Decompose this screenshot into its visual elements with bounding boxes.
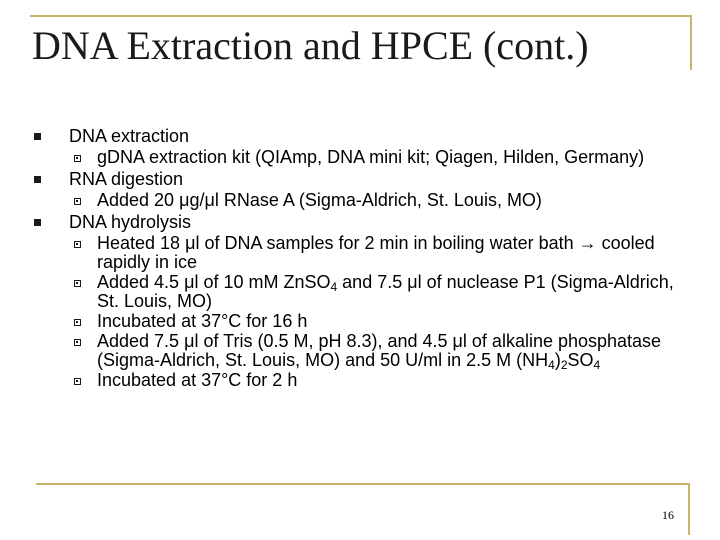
sub-bullet [34,273,684,311]
sub-bullet [34,148,684,167]
bullet-dna-extraction [34,127,684,146]
bullet-list [34,127,684,390]
hollow-square-bullet-icon [74,319,81,326]
page-number: 16 [662,508,674,522]
hollow-square-bullet-icon [74,241,81,248]
bullet-rna-digestion [34,170,684,189]
square-bullet-icon [34,176,41,183]
sub-bullet-text: gDNA extraction kit (QIAmp, DNA mini kit; Qiagen, Hilden, Germany) [97,147,645,167]
hollow-square-bullet-icon [74,339,81,346]
bullet-label: DNA extraction [69,126,190,146]
hollow-square-bullet-icon [74,198,81,205]
sub-bullet-text-c: SO [567,350,594,370]
hollow-square-bullet-icon [74,378,81,385]
sub-bullet-text: Incubated at 37°C for 16 h [97,311,308,331]
subscript: 2 [560,358,568,372]
hollow-square-bullet-icon [74,155,81,162]
sub-bullet-text-a: Added 7.5 μl of Tris (0.5 M, pH 8.3), and 4.5 μl of alkaline phosphatase (Sigma-Aldrich, St. Louis, MO) and 50 U/ml in 2.5 M (NH [97,331,662,370]
sub-bullet-text: Added 20 μg/μl RNase A (Sigma-Aldrich, St. Louis, MO) [97,190,542,210]
sub-bullet-text-a: Added 4.5 μl of 10 mM ZnSO [97,272,331,292]
bullet-dna-hydrolysis [34,213,684,232]
footer-frame [688,483,690,535]
hollow-square-bullet-icon [74,280,81,287]
square-bullet-icon [34,133,41,140]
sub-bullet-text: Heated 18 μl of DNA samples for 2 min in boiling water bath → cooled rapidly in ice [97,233,655,272]
subscript: 4 [330,280,338,294]
sub-bullet [34,191,684,210]
sub-bullet [34,312,684,331]
slide-title: DNA Extraction and HPCE (cont.) [32,23,589,68]
sub-bullet [34,332,684,370]
bullet-label: RNA digestion [69,169,184,189]
sub-bullet-text-b: ) [554,350,561,370]
footer-rule [36,483,690,485]
square-bullet-icon [34,219,41,226]
sub-bullet [34,234,684,272]
sub-bullet-text: Incubated at 37°C for 2 h [97,370,298,390]
subscript: 4 [548,358,555,372]
bullet-label: DNA hydrolysis [69,212,192,232]
subscript: 4 [593,358,601,372]
sub-bullet-text-b: and 7.5 μl of nuclease P1 (Sigma-Aldrich, St. Louis, MO) [97,272,674,311]
sub-bullet [34,371,684,390]
